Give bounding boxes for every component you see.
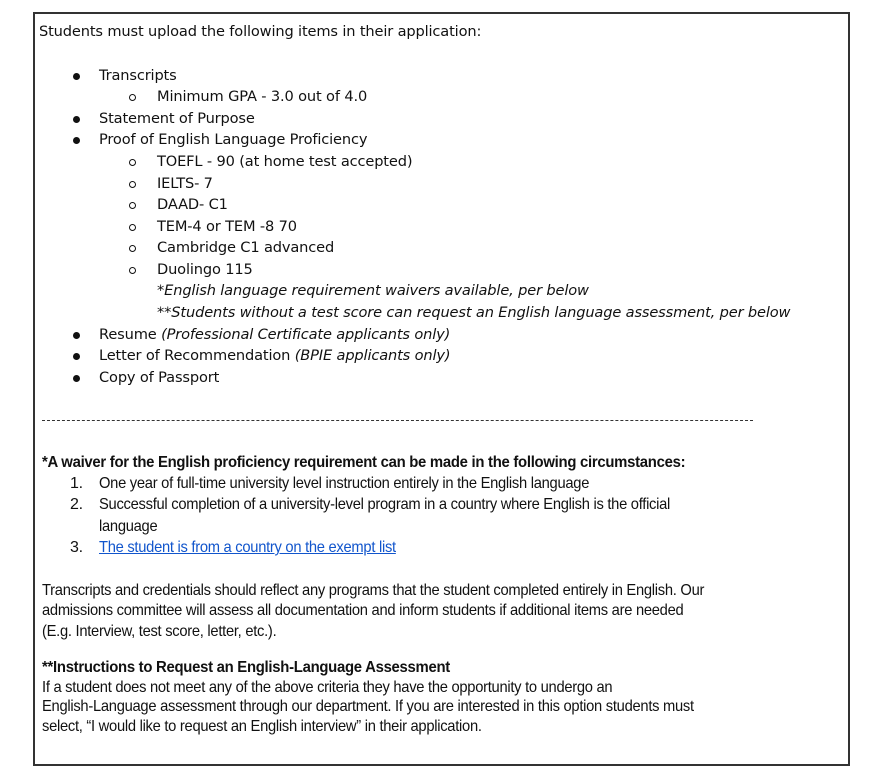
sub-bullet-icon [129, 159, 136, 166]
requirement-item: Statement of Purpose [99, 110, 255, 127]
waiver-item: One year of full-time university level instruction entirely in the English language [99, 475, 590, 492]
paragraph-line: select, “I would like to request an English interview” in their application. [42, 718, 482, 735]
sub-bullet-icon [129, 181, 136, 188]
sub-bullet-icon [129, 245, 136, 252]
requirement-item: Copy of Passport [99, 369, 220, 386]
paragraph-line: If a student does not meet any of the above criteria they have the opportunity to undergo an [42, 679, 613, 696]
sub-bullet-icon [129, 224, 136, 231]
assessment-note: **Students without a test score can request an English language assessment, per below [157, 304, 791, 321]
paragraph-line: English-Language assessment through our department. If you are interested in this option students must [42, 698, 694, 715]
exempt-list-link[interactable]: The student is from a country on the exempt list [99, 539, 396, 556]
requirement-label: Resume [99, 326, 162, 343]
requirement-sub-item: Minimum GPA - 3.0 out of 4.0 [157, 88, 368, 105]
requirement-sub-item: DAAD- C1 [157, 196, 228, 213]
requirement-sub-item: Cambridge C1 advanced [157, 239, 335, 256]
intro-text: Students must upload the following items in their application: [39, 23, 482, 40]
requirement-sub-item: Duolingo 115 [157, 261, 253, 278]
requirement-item: Proof of English Language Proficiency [99, 131, 368, 148]
dashed-separator [42, 420, 753, 421]
requirement-item: Transcripts [99, 67, 177, 84]
waiver-item: Successful completion of a university-level program in a country where English is the official [99, 496, 671, 513]
list-number: 2. [70, 496, 83, 513]
sub-bullet-icon [129, 94, 136, 101]
requirement-item [99, 346, 450, 366]
list-number: 3. [70, 539, 83, 556]
list-number: 1. [70, 475, 83, 492]
requirement-sub-item: TEM-4 or TEM -8 70 [157, 218, 297, 235]
waiver-heading: *A waiver for the English proficiency requirement can be made in the following circumstances: [42, 454, 686, 471]
requirement-item [99, 325, 450, 345]
waiver-item-continuation: language [99, 518, 158, 535]
bullet-icon [73, 73, 80, 80]
paragraph-line: admissions committee will assess all documentation and inform students if additional items are needed [42, 602, 684, 619]
requirement-sub-item: IELTS- 7 [157, 175, 213, 192]
bullet-icon [73, 332, 80, 339]
requirement-sub-item: TOEFL - 90 (at home test accepted) [157, 153, 413, 170]
paragraph-line: Transcripts and credentials should reflect any programs that the student completed entirely in English. Our [42, 582, 705, 599]
requirement-label: Letter of Recommendation [99, 347, 295, 364]
requirement-qualifier: (BPIE applicants only) [294, 347, 451, 364]
assessment-heading: **Instructions to Request an English-Language Assessment [42, 659, 450, 676]
bullet-icon [73, 353, 80, 360]
sub-bullet-icon [129, 202, 136, 209]
requirement-qualifier: (Professional Certificate applicants only) [161, 326, 451, 343]
bullet-icon [73, 116, 80, 123]
bullet-icon [73, 137, 80, 144]
paragraph-line: (E.g. Interview, test score, letter, etc.). [42, 623, 277, 640]
waiver-note: *English language requirement waivers available, per below [157, 282, 589, 299]
bullet-icon [73, 375, 80, 382]
sub-bullet-icon [129, 267, 136, 274]
